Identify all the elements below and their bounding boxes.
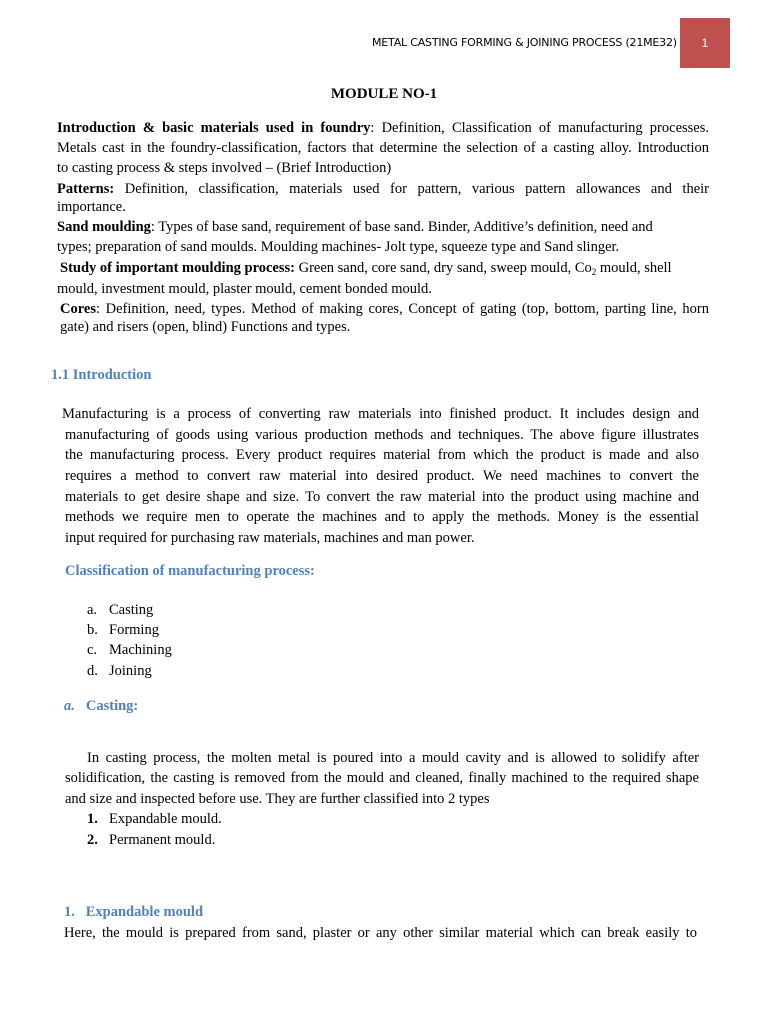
syllabus-study-line-2: mould, investment mould, plaster mould, cement bonded mould. xyxy=(57,281,432,297)
syllabus-intro-line-3: to casting process & steps involved – (Brief Introduction) xyxy=(57,160,392,176)
casting-line-3: and size and inspected before use. They are further classified into 2 types xyxy=(65,791,490,807)
intro-line-3: the manufacturing process. Every product requires material from which the product is made and also xyxy=(65,447,699,463)
syllabus-cores-line-2: gate) and risers (open, blind) Functions and types. xyxy=(60,319,351,335)
expandable-mould-heading: 1. Expandable mould xyxy=(64,904,204,920)
casting-line-1: In casting process, the molten metal is poured into a mould cavity and is allowed to solidify after xyxy=(87,750,699,766)
intro-line-6: methods we require men to operate the machines and to apply the methods. Money is the essential xyxy=(65,509,699,525)
classification-item-machining: c. Machining xyxy=(87,642,172,658)
intro-line-1: Manufacturing is a process of converting raw materials into finished product. It includes design and xyxy=(62,406,699,422)
syllabus-cores-label: Cores xyxy=(60,301,96,317)
syllabus-patterns-label: Patterns: xyxy=(57,181,115,197)
page-number-badge: 1 xyxy=(680,18,730,68)
intro-line-5: materials to get desire shape and size. To convert the raw material into the product using machine and xyxy=(65,489,699,505)
syllabus-sand-line-2: types; preparation of sand moulds. Moulding machines- Jolt type, squeeze type and Sand slinger. xyxy=(57,239,620,255)
syllabus-cores-line-1: Cores: Definition, need, types. Method of making cores, Concept of gating (top, bottom, parting line, horn xyxy=(60,301,709,317)
classification-item-joining: d. Joining xyxy=(87,663,152,679)
expandable-line-1: Here, the mould is prepared from sand, plaster or any other similar material which can break easily to xyxy=(64,925,697,941)
intro-line-4: requires a method to convert raw material into desired product. We need machines to convert the xyxy=(65,468,699,484)
casting-type-permanent: 2. Permanent mould. xyxy=(87,832,216,848)
intro-line-7: input required for purchasing raw materials, machines and man power. xyxy=(65,530,475,546)
classification-heading: Classification of manufacturing process: xyxy=(65,563,315,579)
module-title: MODULE NO-1 xyxy=(330,86,438,102)
section-heading-introduction: 1.1 Introduction xyxy=(51,367,152,383)
syllabus-intro-line-1: Introduction & basic materials used in foundry: Definition, Classification of manufacturing processes. xyxy=(57,120,709,136)
casting-type-expandable: 1. Expandable mould. xyxy=(87,811,222,827)
classification-item-forming: b. Forming xyxy=(87,622,159,638)
intro-line-2: manufacturing of goods using various production methods and techniques. The above figure illustrates xyxy=(65,427,699,443)
syllabus-study-line-1: Study of important moulding process: Green sand, core sand, dry sand, sweep mould, $Co_2$ mould, shell xyxy=(60,260,672,277)
casting-heading: a. Casting: xyxy=(64,698,139,714)
header-title: METAL CASTING FORMING & JOINING PROCESS (21ME32) xyxy=(372,36,677,49)
syllabus-sand-line-1: Sand moulding: Types of base sand, requirement of base sand. Binder, Additive’s definition, need and xyxy=(57,219,653,235)
syllabus-patterns-line-2: importance. xyxy=(57,199,126,215)
classification-item-casting: a. Casting xyxy=(87,602,154,618)
syllabus-study-label: Study of important moulding process: xyxy=(60,260,295,276)
syllabus-intro-label: Introduction & basic materials used in foundry xyxy=(57,120,371,136)
syllabus-sand-label: Sand moulding xyxy=(57,219,151,235)
syllabus-intro-line-2: Metals cast in the foundry-classification, factors that determine the selection of a casting alloy. Introduction xyxy=(57,140,709,156)
syllabus-patterns-line-1: Patterns: Definition, classification, materials used for pattern, various pattern allowances and their xyxy=(57,181,709,197)
casting-line-2: solidification, the casting is removed from the mould and cleaned, finally machined to the required shape xyxy=(65,770,699,786)
